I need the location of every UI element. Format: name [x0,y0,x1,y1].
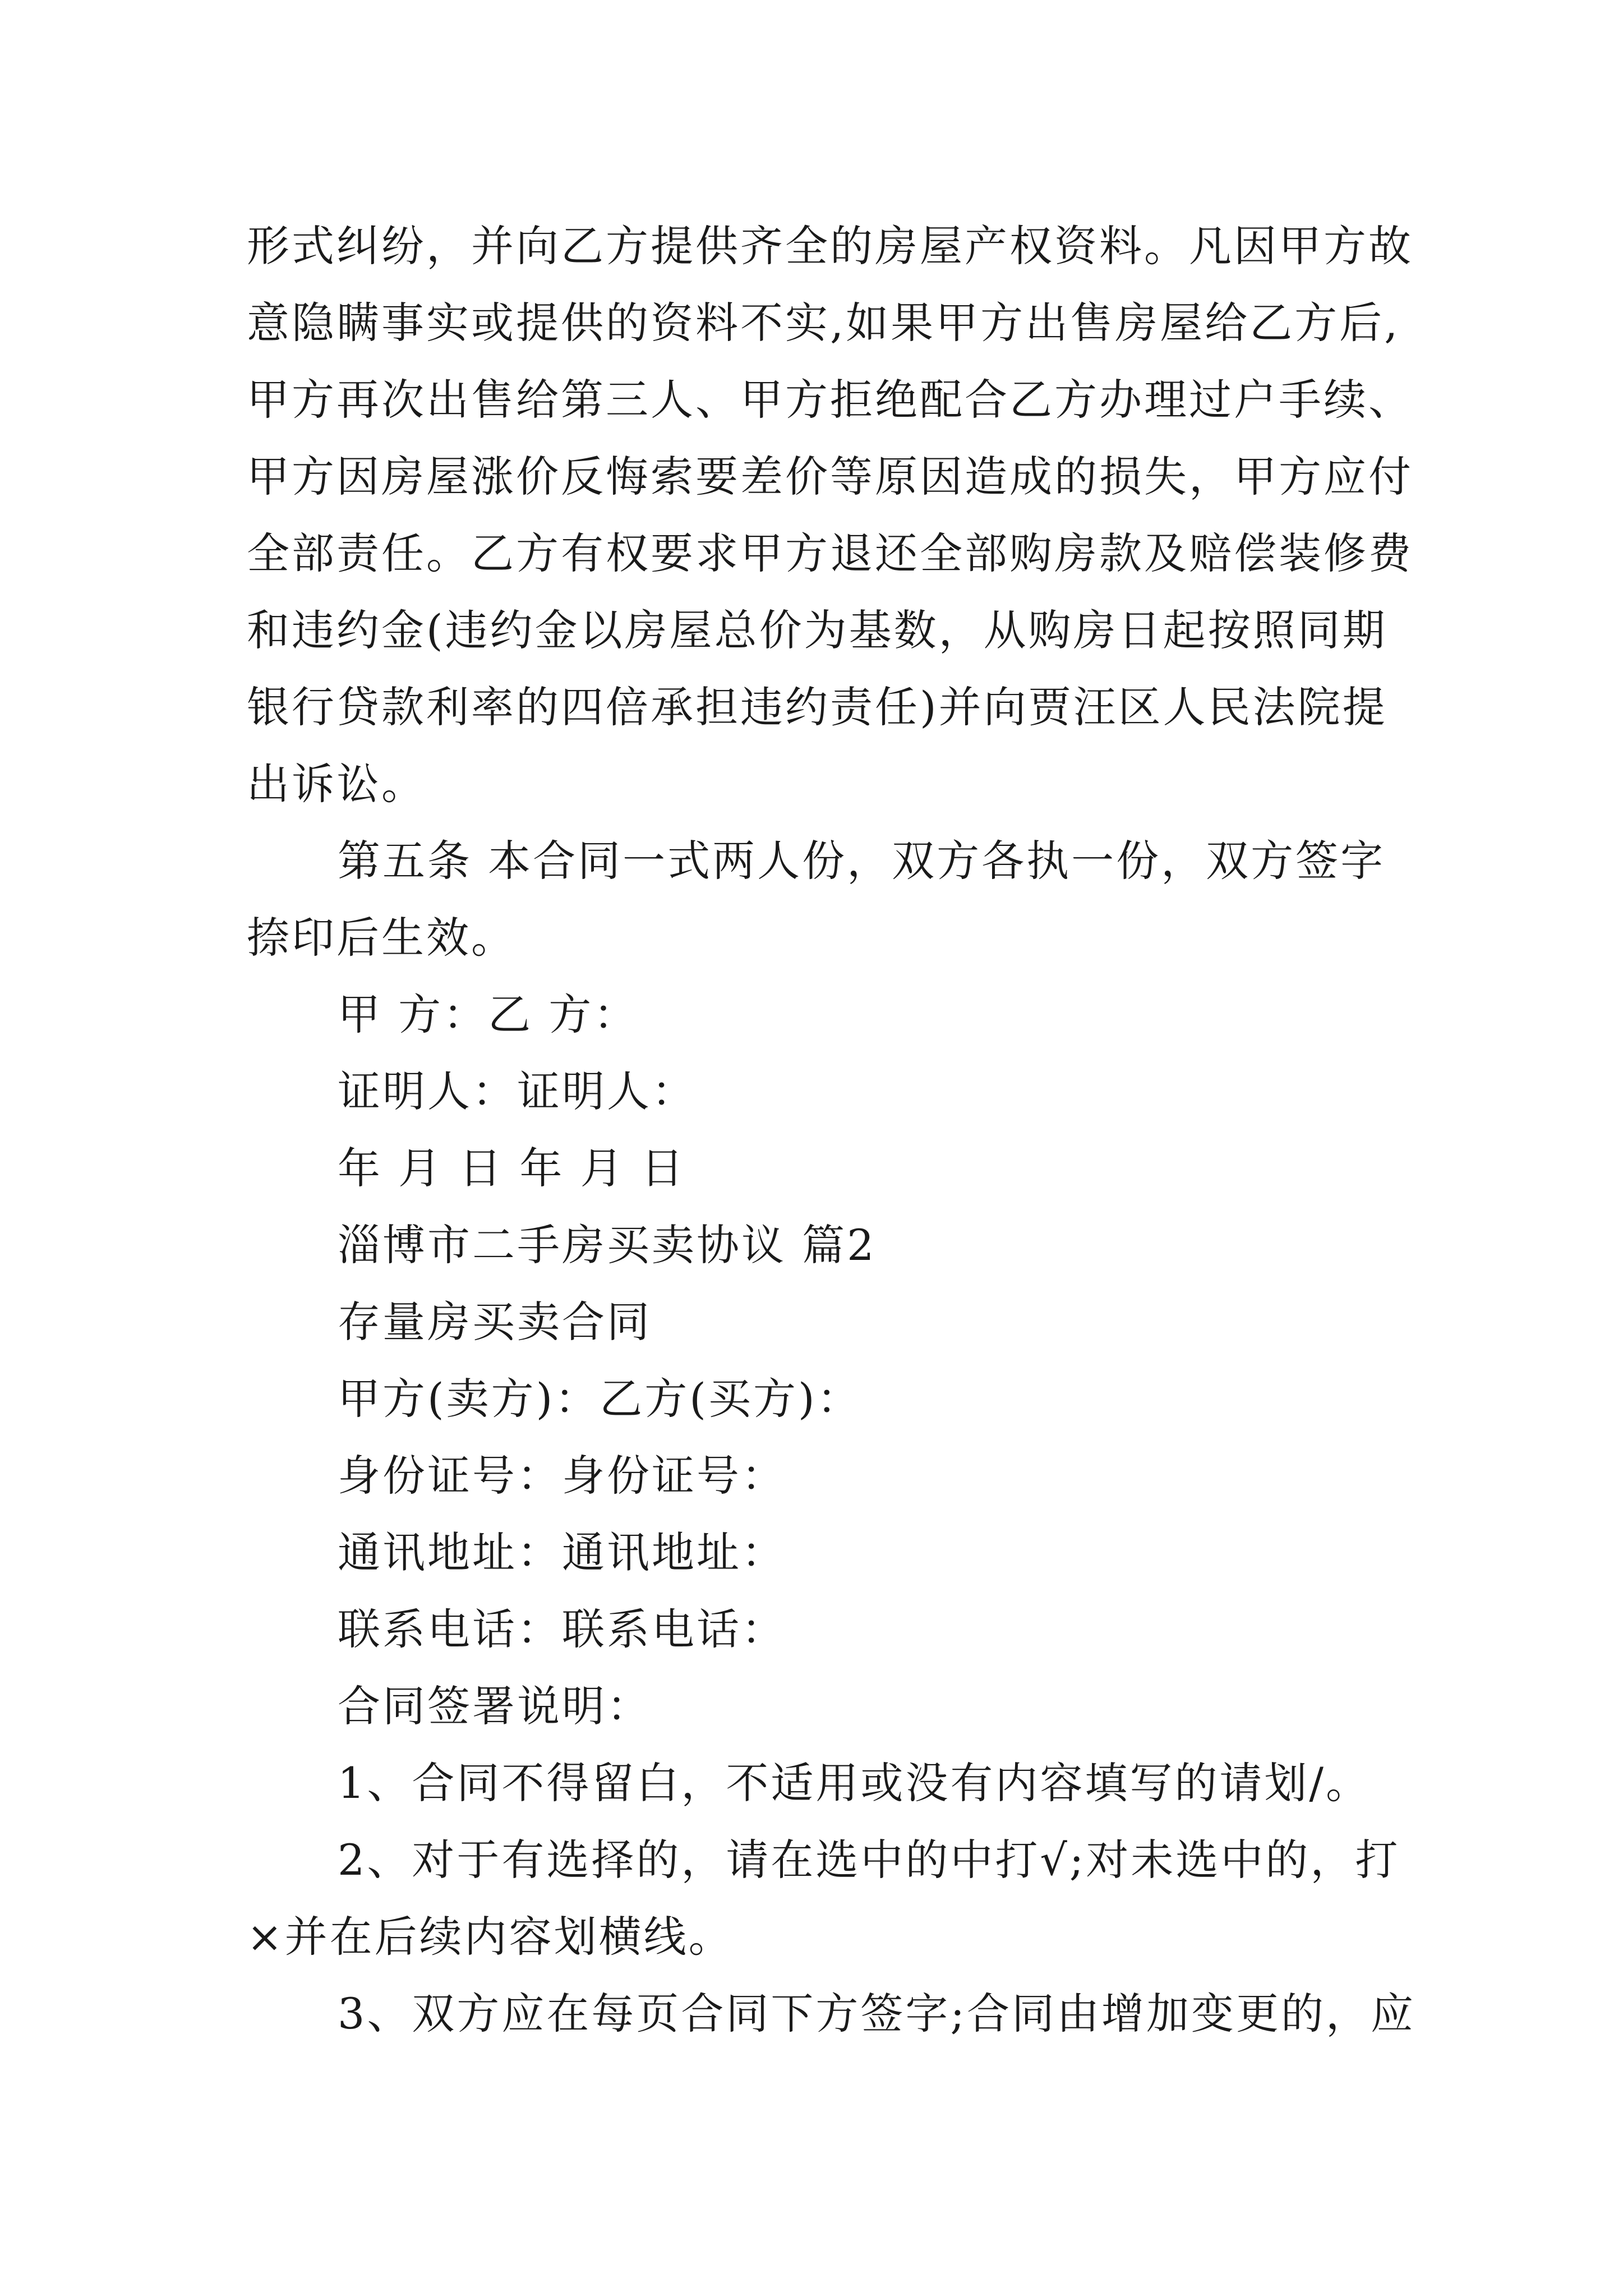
signing-notes-heading: 合同签署说明： [338,1681,652,1731]
text-line-4: 甲方因房屋涨价反悔索要差价等原因造成的损失，甲方应付 [247,452,1413,501]
text-line-6: 和违约金(违约金以房屋总价为基数，从购房日起按照同期 [247,605,1387,655]
document-body [247,208,1424,2052]
witness-line: 证明人：证明人： [338,1066,697,1116]
text-line-8: 出诉讼。 [247,759,426,809]
phone-line: 联系电话：联系电话： [338,1604,786,1654]
text-line-2: 意隐瞒事实或提供的资料不实,如果甲方出售房屋给乙方后, [247,298,1400,348]
date-line: 年 月 日 年 月 日 [338,1143,686,1193]
party-signature-line: 甲 方：乙 方： [338,990,639,1039]
id-number-line: 身份证号：身份证号： [338,1451,786,1501]
text-line-3: 甲方再次出售给第三人、甲方拒绝配合乙方办理过户手续、 [247,375,1413,425]
note-item-3: 3、双方应在每页合同下方签字;合同由增加变更的，应 [338,1989,1415,2039]
text-line-1: 形式纠纷，并向乙方提供齐全的房屋产权资料。凡因甲方故 [247,221,1413,271]
article-five-line: 第五条 本合同一式两人份，双方各执一份，双方签字 [338,836,1386,886]
parties-line: 甲方(卖方)：乙方(买方)： [338,1374,862,1424]
text-line-7: 银行贷款利率的四倍承担违约责任)并向贾汪区人民法院提 [247,682,1387,732]
text-line-5: 全部责任。乙方有权要求甲方退还全部购房款及赔偿装修费 [247,528,1413,578]
address-line: 通讯地址：通讯地址： [338,1527,786,1577]
section-heading: 淄博市二手房买卖协议 篇2 [338,1220,877,1270]
note-item-2: 2、对于有选择的，请在选中的中打√;对未选中的，打 [338,1835,1400,1885]
note-item-1: 1、合同不得留白，不适用或没有内容填写的请划/。 [338,1758,1371,1808]
note-item-2-continued: ×并在后续内容划横线。 [247,1912,734,1962]
text-line-10: 捺印后生效。 [247,913,516,963]
contract-title: 存量房买卖合同 [338,1297,652,1347]
